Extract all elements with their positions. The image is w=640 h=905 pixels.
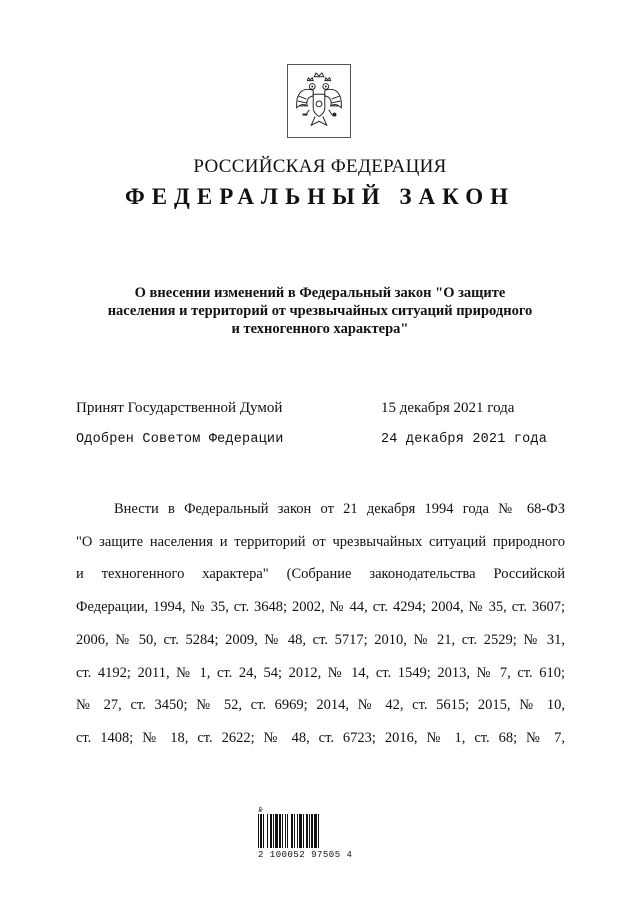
law-title-line: населения и территорий от чрезвычайных ситуаций природного: [107, 303, 533, 319]
body-line: "О защите населения и территорий от чрезвычайных ситуаций природного: [76, 533, 565, 550]
law-title: [100, 284, 540, 338]
document-barcode: [258, 806, 372, 868]
document-type-heading: ФЕДЕРАЛЬНЫЙ ЗАКОН: [124, 184, 516, 209]
body-line: Внести в Федеральный закон от 21 декабря 1994 года № 68-ФЗ: [114, 501, 565, 517]
country-name: РОССИЙСКАЯ ФЕДЕРАЦИЯ: [193, 156, 447, 177]
body-line: и техногенного характера" (Собрание законодательства Российской: [76, 566, 565, 583]
body-line: Федерации, 1994, № 35, ст. 3648; 2002, № 44, ст. 4294; 2004, № 35, ст. 3607;: [76, 599, 565, 616]
law-title-line: и техногенного характера": [231, 321, 409, 337]
adoption-duma-date: 15 декабря 2021 года: [381, 400, 515, 416]
law-title-line: О внесении изменений в Федеральный закон "О защите: [134, 285, 506, 301]
adoption-duma-label: Принят Государственной Думой: [76, 400, 283, 416]
approval-federation-council-label: Одобрен Советом Федерации: [76, 432, 284, 447]
russian-coat-of-arms-icon: [288, 65, 350, 137]
barcode-mark-icon: ꝅ·: [258, 806, 264, 814]
body-line: № 27, ст. 3450; № 52, ст. 6969; 2014, № 42, ст. 5615; 2015, № 10,: [76, 697, 565, 714]
body-line: 2006, № 50, ст. 5284; 2009, № 48, ст. 5717; 2010, № 21, ст. 2529; № 31,: [76, 631, 565, 648]
barcode-bars: [258, 814, 372, 848]
barcode-bar: [319, 814, 321, 848]
body-line: ст. 4192; 2011, № 1, ст. 24, 54; 2012, № 14, ст. 1549; 2013, № 7, ст. 610;: [76, 664, 565, 681]
body-line: ст. 1408; № 18, ст. 2622; № 48, ст. 6723; 2016, № 1, ст. 68; № 7,: [76, 729, 565, 746]
barcode-number: 2 100052 97505 4: [258, 850, 353, 860]
approval-federation-council-date: 24 декабря 2021 года: [381, 432, 548, 447]
coat-of-arms-emblem: [287, 64, 351, 138]
law-body-text: [76, 493, 565, 755]
